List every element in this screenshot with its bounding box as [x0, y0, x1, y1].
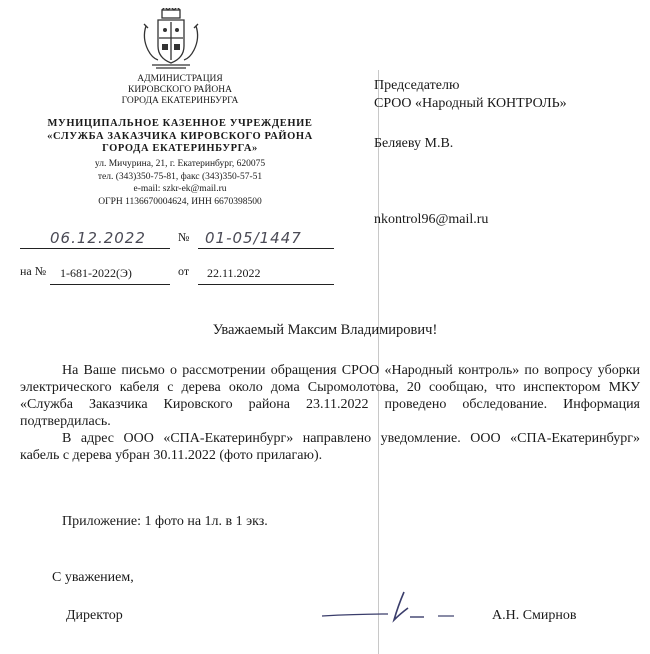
attachment-note: Приложение: 1 фото на 1л. в 1 экз. — [62, 514, 268, 529]
org-line: «СЛУЖБА ЗАКАЗЧИКА КИРОВСКОГО РАЙОНА — [47, 130, 313, 142]
administration-header — [20, 74, 340, 107]
organization-contacts — [20, 158, 340, 208]
outgoing-date: 06.12.2022 — [50, 229, 146, 247]
signer-position: Директор — [66, 608, 123, 623]
admin-line: АДМИНИСТРАЦИЯ — [137, 74, 223, 84]
reference-number: 1-681-2022(Э) — [60, 266, 132, 280]
email-line: e-mail: szkr-ek@mail.ru — [133, 184, 227, 194]
closing-phrase: С уважением, — [52, 570, 134, 585]
organization-name — [20, 118, 340, 156]
reference-prefix: на № — [20, 264, 47, 278]
addressee-name: Беляеву М.В. — [374, 136, 454, 151]
ref-date-underline — [198, 284, 334, 285]
reference-from: от — [178, 264, 190, 278]
org-line: МУНИЦИПАЛЬНОЕ КАЗЕННОЕ УЧРЕЖДЕНИЕ — [47, 118, 313, 129]
ref-number-underline — [50, 284, 170, 285]
date-underline — [20, 248, 170, 249]
number-underline — [198, 248, 334, 249]
addressee-title: Председателю — [374, 78, 460, 93]
number-sign: № — [178, 230, 190, 244]
body-paragraph: В адрес ООО «СПА-Екатеринбург» направлено уведомление. ООО «СПА-Екатеринбург» кабель с дерева убран 30.11.2022 (фото прилагаю). — [20, 431, 640, 463]
body-paragraph: На Ваше письмо о рассмотрении обращения СРОО «Народный контроль» по вопросу уборки электрического кабеля с дерева около дома Сыромолотова, 20 сообщаю, что инспектором МКУ «Служба Заказчика Кировского района 23.11.2022 проведено обследование. Информация подтвердилась. — [20, 363, 640, 429]
phone-line: тел. (343)350-75-81, факс (343)350-57-51 — [97, 171, 263, 182]
address-line: ул. Мичурина, 21, г. Екатеринбург, 620075 — [94, 159, 266, 169]
addressee-organization: СРОО «Народный КОНТРОЛЬ» — [374, 96, 567, 111]
admin-line: КИРОВСКОГО РАЙОНА — [128, 85, 232, 95]
outgoing-number: 01-05/1447 — [205, 229, 302, 247]
city-coat-of-arms-icon — [138, 8, 204, 72]
admin-line: ГОРОДА ЕКАТЕРИНБУРГА — [121, 96, 239, 106]
signer-name: А.Н. Смирнов — [492, 608, 577, 623]
letter-body — [20, 362, 640, 464]
reference-date: 22.11.2022 — [207, 266, 261, 280]
org-line: ГОРОДА ЕКАТЕРИНБУРГА» — [102, 143, 258, 154]
addressee-email: nkontrol96@mail.ru — [374, 212, 489, 227]
salutation: Уважаемый Максим Владимирович! — [212, 322, 438, 338]
signature-icon — [318, 588, 458, 628]
registry-line: ОГРН 1136670004624, ИНН 6670398500 — [98, 196, 262, 207]
